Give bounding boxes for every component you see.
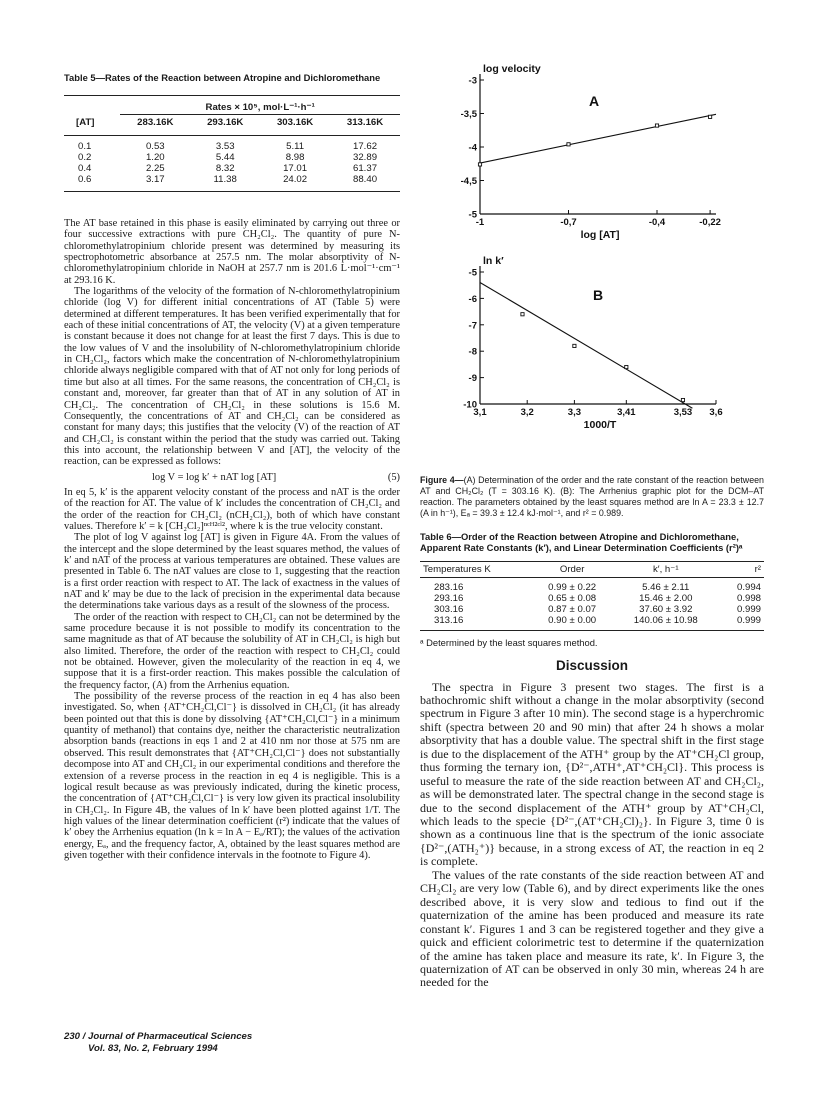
- data-point: [681, 398, 684, 401]
- y-tick-label: -6: [468, 293, 477, 305]
- table5-col-temp: 283.16K: [137, 116, 174, 128]
- table-row: 303.16 0.87 ± 0.07 37.60 ± 3.92 0.999: [434, 604, 761, 615]
- y-tick-label: -5: [468, 267, 477, 279]
- discussion-text: [420, 681, 764, 990]
- equation-5: [64, 472, 400, 483]
- table5: [64, 95, 400, 192]
- figure4-caption-text: (A) Determination of the order and the rate constant of the reaction between AT and CH₂Cl₂ (T = 303.16 K). (B): The Arrhenius graphic plot for the DCM–AT reaction. The parameters obtained by the least squares method are ln A = 23.3 ± 12.7 (A in h⁻¹), Eₐ = 39.3 ± 12.4 kJ·mol⁻¹, and r² = 0.989.: [420, 475, 764, 518]
- table6-col: Order: [559, 564, 585, 575]
- table6-col: r²: [754, 564, 761, 575]
- table-row: 0.1 0.53 3.53 5.11 17.62: [64, 135, 400, 152]
- equation-text: log V = log k′ + nAT log [AT]: [152, 471, 277, 483]
- table-row: 0.4 2.25 8.32 17.01 61.37: [78, 162, 378, 174]
- left-column: [64, 72, 400, 861]
- table6: [420, 561, 764, 632]
- table5-col-temp: 293.16K: [207, 116, 244, 128]
- y-tick-label: -3,5: [460, 109, 477, 120]
- y-tick-label: -7: [468, 320, 477, 332]
- equation-number: (5): [387, 471, 400, 483]
- paragraph: The logarithms of the velocity of the formation of N-chloromethylatropinium chloride (log V) for different initial concentrations of AT (Table 5) were determined at different temperatures. It has been verified experimentally that for each of these initial concentrations of AT, the velocity (V) at a given temperature is constant because it does not change for at least the first 7 days. This is due to the low values of V and the insolubility of N-chloromethylatropinium chloride in CH₂Cl₂, factors which make the concentration of N-chloromethylatropinium chloride always negligible compared with that of AT not only for long periods of time but also at all times. For the same reasons, the concentration of CH₂Cl₂ is constant and, moreover, far greater than that of AT in any solution of AT in CH₂Cl₂. The concentration of CH₂Cl₂ in these solutions is 15.6 M. Consequently, the concentrations of AT and CH₂Cl₂ can be considered as constant for many days; this justifies that the velocity (V) of the reaction of AT and CH₂Cl₂ is constant within the period that the study was carried out. Taking this into account, the relationship between V and [AT], the velocity of the reaction, can be expressed as follows:: [64, 286, 400, 468]
- paragraph: The values of the rate constants of the side reaction between AT and CH₂Cl₂ are very low (Table 6), and by direct experiments like the ones described above, it is very slow and tedious to find out if the quaternization of the amine has been produced and measure its rate constant k′. Figures 1 and 3 can be registered together and they give a quick and efficient colorimetric test to determine if the quaternization of the amine has taken place and measure its rate, k′. In Figure 3, the quaternization of AT can be observed in only 30 min, whereas 24 h are needed for the: [420, 867, 764, 990]
- x-axis-label: 1000/T: [583, 419, 617, 431]
- volume-line: Vol. 83, No. 2, February 1994: [88, 1043, 218, 1054]
- x-tick-label: 3,6: [709, 407, 723, 418]
- table-row: 293.16 0.65 ± 0.08 15.46 ± 2.00 0.998: [434, 593, 761, 604]
- table5-title: Table 5—Rates of the Reaction between Atropine and Dichloromethane: [64, 72, 381, 83]
- paragraph: In eq 5, k′ is the apparent velocity constant of the process and nAT is the order of the reaction for AT. The value of k′ includes the concentration of CH₂Cl₂ and the order of the reaction for CH₂Cl₂ (nCH₂Cl₂), both of which have constant values. Therefore k′ = k [CH₂Cl₂]ⁿᶜᴴ²ᶜˡ², where k is the true velocity constant.: [64, 486, 400, 532]
- regression-line: [480, 282, 692, 408]
- y-axis-label: log velocity: [483, 63, 541, 75]
- table-row: 313.16 0.90 ± 0.00 140.06 ± 10.98 0.999: [434, 615, 761, 626]
- page-footer: [64, 1031, 252, 1055]
- figure-4: [420, 62, 764, 464]
- table6-title: Table 6—Order of the Reaction between Atropine and Dichloromethane, Apparent Rate Constants (k′), and Linear Determination Coefficients (r²)ᵃ: [420, 531, 743, 553]
- x-tick-label: -0,4: [648, 217, 666, 228]
- x-axis-label: log [AT]: [580, 229, 620, 241]
- data-point: [521, 313, 524, 316]
- table6-col: Temperatures K: [423, 564, 491, 575]
- table-row: 0.2 1.20 5.44 8.98 32.89: [78, 151, 378, 163]
- figure4-label: Figure 4—: [420, 475, 464, 485]
- data-point: [573, 344, 576, 347]
- data-point: [655, 124, 658, 127]
- x-tick-label: -1: [475, 217, 485, 228]
- y-axis-label: ln k′: [483, 255, 504, 267]
- data-point: [625, 365, 628, 368]
- panel-label: A: [588, 93, 600, 109]
- journal-line: 230 / Journal of Pharmaceutical Sciences: [64, 1031, 253, 1042]
- y-tick-label: -4: [468, 142, 477, 154]
- left-body-text: [64, 218, 400, 861]
- paragraph: The AT base retained in this phase is easily eliminated by carrying out three or four successive extractions with pure CH₂Cl₂. The quantity of pure N-chloromethylatropinium chloride present was determined by measuring its spectrophotometric absorbance at 257.5 nm. The molar absorptivity of N-chloromethylatropinium chloride in NaOH at 257.7 nm is 201.6 L·mol⁻¹·cm⁻¹ at 293.16 K.: [64, 218, 400, 286]
- paragraph: The spectra in Figure 3 present two stages. The first is a bathochromic shift without a change in the molar absorptivity (second spectrum in Figure 3 after 10 min). The second stage is a hyperchromic shift (spectra between 20 and 90 min) that after 24 h shows a molar absorptivity that has a double value. The spectral shift in the first stage is due to the displacement of the ATH⁺ group by the AT⁺CH₂Cl group, thus forming the ternary ion, {D²⁻,ATH⁺,AT⁺CH₂Cl}. This process is useful to measure the rate of the side reaction between AT and CH₂Cl₂, as will be demonstrated later. The spectral change in the second stage is due to the second displacement of the ATH⁺ group by AT⁺CH₂Cl, which leads to the specie {D²⁻,(AT⁺CH₂Cl)₂}. In Figure 3, time 0 is shown as a continuous line that is the spectrum of the ionic associate {D²⁻,(ATH₂⁺)} because, in a strong excess of AT, the reaction in eq 2 is complete.: [420, 679, 764, 869]
- data-point: [567, 143, 570, 146]
- panel-label: B: [592, 287, 604, 303]
- y-tick-label: -4,5: [460, 176, 477, 187]
- right-column: [420, 62, 764, 990]
- table5-col-temp: 313.16K: [346, 116, 384, 128]
- y-tick-label: -10: [463, 399, 477, 411]
- discussion-heading: Discussion: [555, 657, 629, 673]
- paragraph: The possibility of the reverse process of the reaction in eq 4 has also been investigated. So, when {AT⁺CH₂Cl,Cl⁻} is dissolved in CH₂Cl₂ (it has already been pointed out that this is done by dissolving {AT⁺CH₂Cl,Cl⁻} in a minimum quantity of methanol) that contains dye, neither the characteristic neutralization absorption bands (reactions in eqs 1 and 2 at 410 nm nor those at 575 nm are observed. This result demonstrates that {AT⁺CH₂Cl,Cl⁻} does not substantially decompose into AT and CH₂Cl₂ in our experimental conditions and therefore the extension of a reverse process in the reaction in eq 4 is negligible. This is a logical result because as was previously indicated, during the kinetic process, the concentration of {AT⁺CH₂Cl,Cl⁻} is very low given its practical insolubility in CH₂Cl₂. In Figure 4B, the values of ln k′ have been plotted against 1/T. The high values of the linear determination coefficient (r²) indicate that the values of k′ obey the Arrhenius equation (ln k = ln A − Eₐ/RT); the values of the activation energy, Eₐ, and the frequency factor, A, obtained by the least squares method are given together with their confidence intervals in the footnote to Figure 4).: [64, 691, 400, 861]
- y-tick-label: -9: [468, 373, 477, 385]
- table5-col-temp: 303.16K: [276, 116, 314, 128]
- table-row: 283.16 0.99 ± 0.22 5.46 ± 2.11 0.994: [420, 578, 764, 594]
- paragraph: The order of the reaction with respect to CH₂Cl₂ can not be determined by the same procedure because it is not possible to modify its concentration to the same magnitude as that of AT because the solubility of AT in CH₂Cl₂ is high but also limited. Therefore, the order of the reaction with respect to CH₂Cl₂ could not be obtained. However, given the molecularity of the reaction in eq 4, we suppose that it is a first-order reaction. This makes possible the calculation of the frequency factor, (A) from the Arrhenius equation.: [64, 611, 400, 691]
- data-point: [478, 163, 481, 166]
- x-tick-label: 3,41: [617, 407, 636, 418]
- x-tick-label: -0,22: [699, 217, 721, 228]
- regression-line: [480, 114, 716, 163]
- table5-col-at: [AT]: [76, 116, 95, 128]
- y-tick-label: -3: [468, 75, 477, 87]
- figure4-caption: [420, 475, 764, 519]
- paragraph: The plot of log V against log [AT] is given in Figure 4A. From the values of the intercept and the slope determined by the least squares method, the values of k′ and nAT of the process at various temperatures are obtained. These values are presented in Table 6. The nAT values are close to 1, suggesting that the reaction is a first order reaction with respect to AT. The lack of exactness in the values of nAT and k′ may be due to the lack of precision in the experimental data because the determinations take various days as a result of the slowness of the process.: [64, 532, 400, 612]
- table-row: 0.6 3.17 11.38 24.02 88.40: [78, 173, 378, 185]
- x-tick-label: 3,53: [673, 407, 693, 418]
- data-point: [709, 115, 712, 118]
- table6-footnote: ᵃ Determined by the least squares method.: [420, 636, 598, 648]
- x-tick-label: 3,3: [567, 407, 582, 418]
- table6-col: k′, h⁻¹: [653, 564, 679, 575]
- y-tick-label: -5: [468, 209, 477, 221]
- x-tick-label: 3,2: [520, 407, 534, 418]
- table5-span-header: Rates × 10⁵, mol·L⁻¹·h⁻¹: [205, 102, 315, 113]
- x-tick-label: -0,7: [560, 217, 577, 228]
- x-tick-label: 3,1: [473, 407, 487, 418]
- y-tick-label: -8: [468, 346, 477, 358]
